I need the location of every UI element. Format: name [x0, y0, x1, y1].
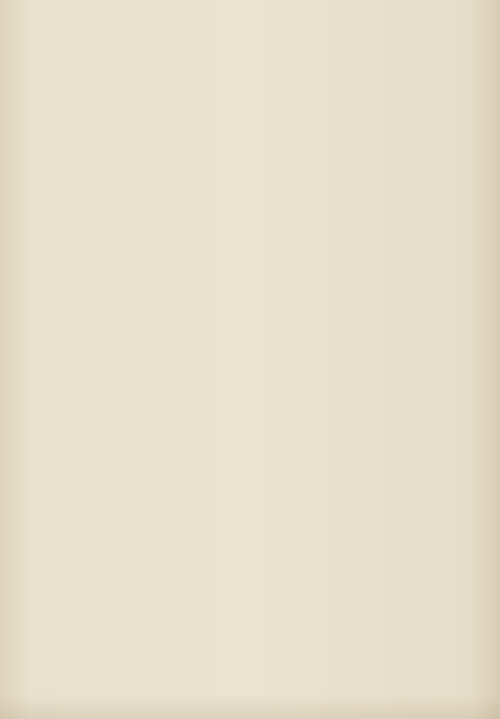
paper-edge-shading: [0, 695, 500, 719]
upper-text-block: [26, 18, 474, 360]
lower-text-block: [26, 370, 474, 700]
